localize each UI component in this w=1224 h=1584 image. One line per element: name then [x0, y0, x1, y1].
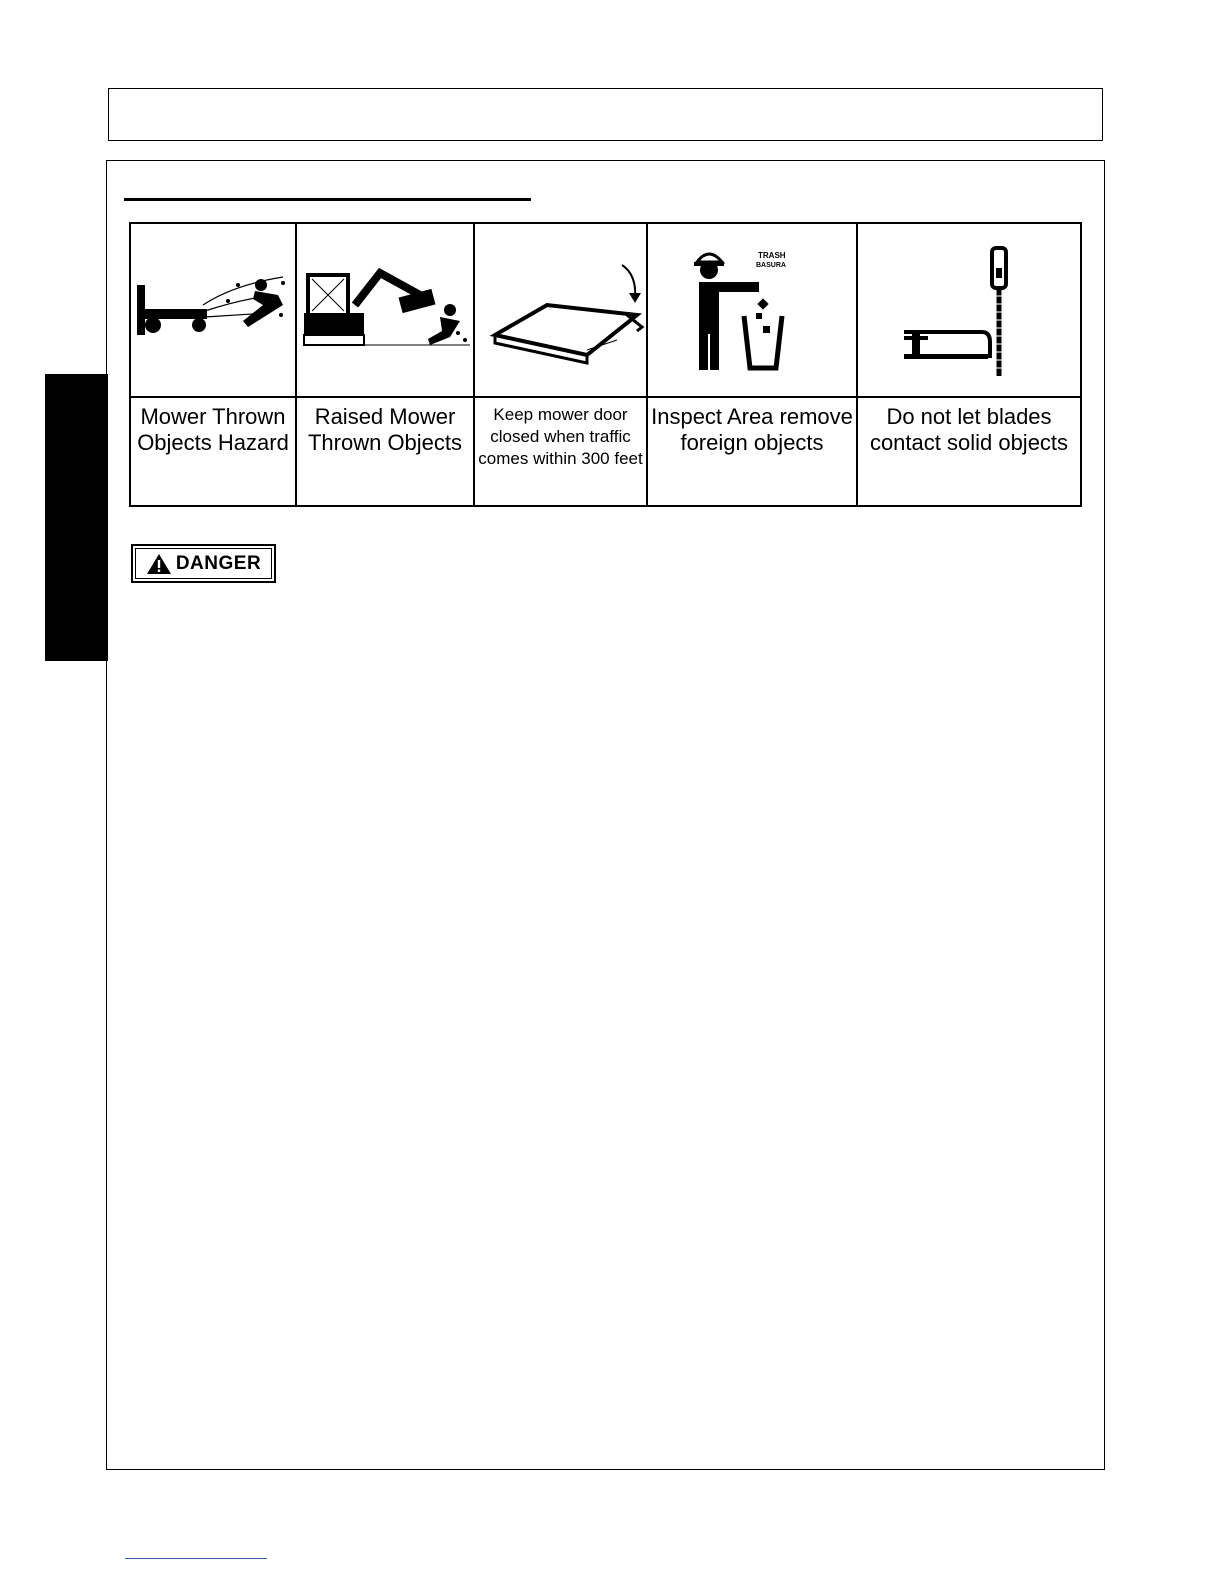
trash-label: TRASH — [758, 251, 786, 260]
sign-caption: Raised Mower Thrown Objects — [307, 404, 463, 455]
sign-caption: Mower Thrown Objects Hazard — [137, 404, 289, 455]
danger-label: DANGER — [175, 552, 262, 574]
safety-signs-table — [129, 222, 1082, 507]
sign-thrown-objects — [131, 224, 297, 505]
sign-caption: Do not let blades contact solid objects — [869, 404, 1069, 455]
sign-inspect-area — [648, 224, 858, 505]
sign-mower-door — [475, 224, 648, 505]
footer-link-rule — [125, 1558, 267, 1559]
sign-caption: Keep mower door closed when traffic comes within 300 feet — [478, 405, 643, 468]
trash-pickup-icon — [648, 224, 856, 398]
section-side-tab — [45, 374, 108, 661]
basura-label: BASURA — [756, 262, 786, 269]
danger-inner-frame — [135, 548, 272, 579]
blade-height-icon — [858, 224, 1080, 398]
warning-triangle-icon — [146, 553, 172, 575]
mower-door-icon — [475, 224, 646, 398]
thrown-objects-icon — [131, 224, 295, 398]
sign-raised-mower — [297, 224, 475, 505]
header-box — [108, 88, 1103, 141]
sign-caption: Inspect Area remove foreign objects — [651, 404, 853, 455]
danger-badge — [131, 544, 276, 583]
section-title-rule — [124, 198, 531, 201]
raised-mower-icon — [297, 224, 473, 398]
sign-blade-contact — [858, 224, 1080, 505]
